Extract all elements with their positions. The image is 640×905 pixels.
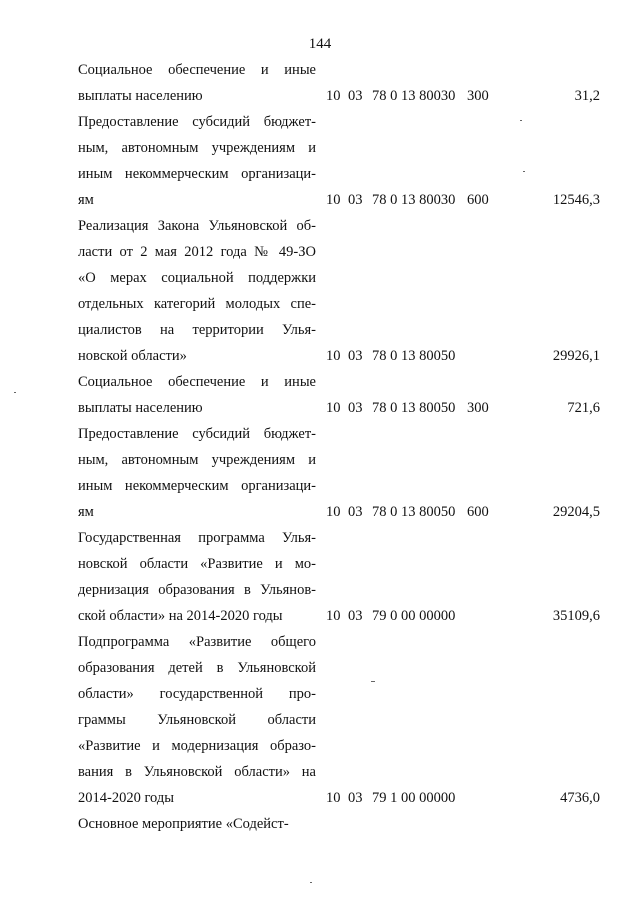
row-text-line: 2014-2020 годы	[78, 790, 174, 806]
amount-value: 29926,1	[552, 348, 600, 364]
subsection-code: 03	[348, 192, 363, 208]
row-text-line: ям	[78, 504, 94, 520]
target-article-code: 78 0 13 80050	[372, 400, 456, 416]
section-code: 10	[326, 348, 341, 364]
subsection-code: 03	[348, 88, 363, 104]
section-code: 10	[326, 400, 341, 416]
target-article-code: 79 1 00 00000	[372, 790, 456, 806]
row-text-line: ям	[78, 192, 94, 208]
row-text-line: образования детей в Ульяновской	[78, 660, 316, 676]
row-text-line: ным, автономным учреждениям и	[78, 452, 316, 468]
row-text-line: Предоставление субсидий бюджет-	[78, 114, 316, 130]
row-text-line: выплаты населению	[78, 88, 203, 104]
target-article-code: 78 0 13 80030	[372, 192, 456, 208]
row-text-line: ным, автономным учреждениям и	[78, 140, 316, 156]
page-number: 144	[308, 36, 332, 52]
scan-speck	[371, 681, 375, 682]
subsection-code: 03	[348, 608, 363, 624]
scan-speck	[520, 120, 522, 121]
row-text-line: иным некоммерческим организаци-	[78, 478, 316, 494]
row-text-line: ской области» на 2014-2020 годы	[78, 608, 283, 624]
section-code: 10	[326, 88, 341, 104]
row-text-line: ласти от 2 мая 2012 года № 49-ЗО	[78, 244, 316, 260]
row-text-line: иным некоммерческим организаци-	[78, 166, 316, 182]
amount-value: 29204,5	[552, 504, 600, 520]
amount-value: 721,6	[567, 400, 600, 416]
row-text-line: «О мерах социальной поддержки	[78, 270, 316, 286]
amount-value: 35109,6	[552, 608, 600, 624]
target-article-code: 78 0 13 80050	[372, 504, 456, 520]
amount-value: 31,2	[574, 88, 600, 104]
row-text-line: Реализация Закона Ульяновской об-	[78, 218, 316, 234]
row-text-line: «Развитие и модернизация образо-	[78, 738, 316, 754]
section-code: 10	[326, 192, 341, 208]
row-text-line: Социальное обеспечение и иные	[78, 62, 316, 78]
section-code: 10	[326, 790, 341, 806]
target-article-code: 78 0 13 80050	[372, 348, 456, 364]
row-text-line: вания в Ульяновской области» на	[78, 764, 316, 780]
amount-value: 12546,3	[552, 192, 600, 208]
expense-type-code: 300	[467, 400, 489, 416]
row-text-line: граммы Ульяновской области	[78, 712, 316, 728]
scan-speck	[523, 171, 525, 172]
target-article-code: 79 0 00 00000	[372, 608, 456, 624]
subsection-code: 03	[348, 400, 363, 416]
row-text-line: циалистов на территории Улья-	[78, 322, 316, 338]
subsection-code: 03	[348, 504, 363, 520]
row-text-line: Социальное обеспечение и иные	[78, 374, 316, 390]
subsection-code: 03	[348, 348, 363, 364]
row-text-line: новской области»	[78, 348, 187, 364]
row-text-line: Подпрограмма «Развитие общего	[78, 634, 316, 650]
row-text-line: Основное мероприятие «Содейст-	[78, 816, 289, 832]
scan-speck	[310, 882, 312, 883]
row-text-line: Предоставление субсидий бюджет-	[78, 426, 316, 442]
section-code: 10	[326, 608, 341, 624]
target-article-code: 78 0 13 80030	[372, 88, 456, 104]
scan-speck	[14, 392, 16, 393]
expense-type-code: 600	[467, 504, 489, 520]
row-text-line: Государственная программа Улья-	[78, 530, 316, 546]
row-text-line: новской области «Развитие и мо-	[78, 556, 316, 572]
row-text-line: дернизация образования в Ульянов-	[78, 582, 316, 598]
section-code: 10	[326, 504, 341, 520]
expense-type-code: 300	[467, 88, 489, 104]
row-text-line: выплаты населению	[78, 400, 203, 416]
amount-value: 4736,0	[560, 790, 600, 806]
row-text-line: области» государственной про-	[78, 686, 316, 702]
expense-type-code: 600	[467, 192, 489, 208]
row-text-line: отдельных категорий молодых спе-	[78, 296, 316, 312]
subsection-code: 03	[348, 790, 363, 806]
